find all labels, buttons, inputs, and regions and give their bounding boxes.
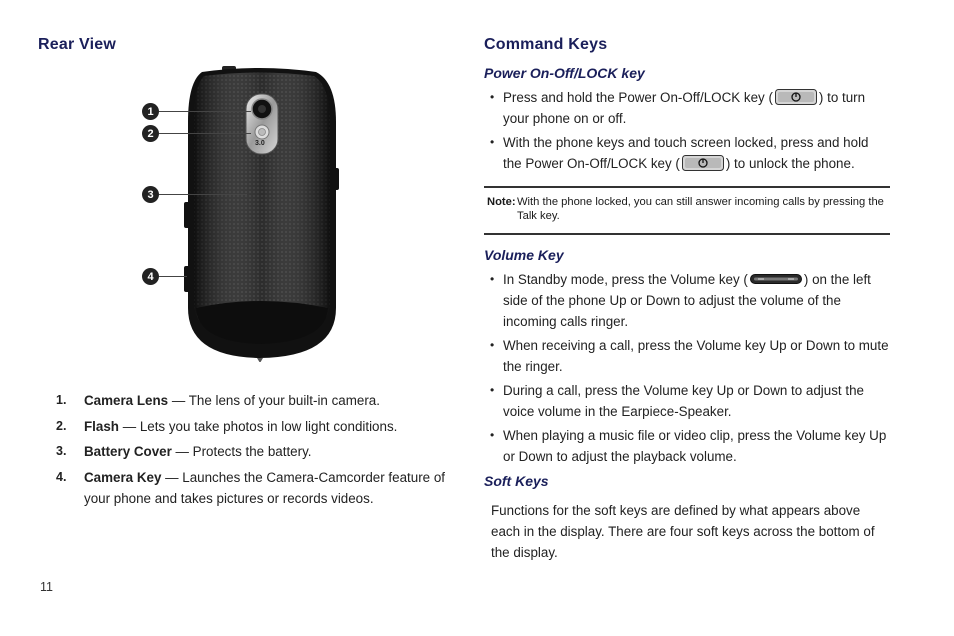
command-keys-heading: Command Keys: [484, 36, 608, 53]
volume-key-subheading: Volume Key: [484, 247, 564, 263]
item-term: Battery Cover: [84, 444, 172, 459]
bullet-text: In Standby mode, press the Volume key (: [503, 272, 748, 287]
power-key-icon: [682, 155, 724, 171]
bullet-icon: •: [490, 338, 495, 352]
item-term: Camera Lens: [84, 393, 169, 408]
bullet-text: When playing a music file or video clip, press the Volume key Up or Down to adjust the playback volume.: [503, 428, 887, 464]
power-key-icon: [775, 89, 817, 105]
callout-line: [159, 111, 251, 112]
callout-badge: 3: [142, 186, 159, 203]
note-label: Note:: [487, 196, 516, 208]
callout-1: [142, 103, 251, 120]
item-number: 1.: [56, 393, 67, 407]
bullet-text: Press and hold the Power On-Off/LOCK key (: [503, 90, 773, 105]
bullet-text: ) to turn your phone on or off.: [503, 90, 866, 126]
bullet-icon: •: [490, 90, 495, 104]
note-text: With the phone locked, you can still answer incoming calls by pressing the Talk key.: [517, 196, 884, 222]
list-item: [490, 380, 890, 422]
bullet-icon: •: [490, 428, 495, 442]
item-number: 2.: [56, 418, 67, 433]
list-item: [490, 269, 890, 332]
bullet-icon: •: [490, 135, 495, 149]
bullet-text: During a call, press the Volume key Up or Down to adjust the voice volume in the Earpiece-Speaker.: [503, 383, 864, 419]
volume-key-icon: [750, 273, 802, 285]
callout-line: [159, 194, 247, 195]
item-term: Flash: [84, 418, 119, 434]
bullet-text: With the phone keys and touch screen locked, press and hold the Power On-Off/LOCK key (: [503, 135, 869, 171]
bullet-text: ) on the left side of the phone Up or Down to adjust the volume of the incoming calls ringer.: [503, 272, 871, 329]
item-description: — Lets you take photos in low light conditions.: [118, 418, 398, 434]
callout-line: [159, 276, 187, 277]
callout-4: [142, 268, 187, 285]
bullet-icon: •: [490, 383, 495, 397]
callout-badge: 4: [142, 268, 159, 285]
power-key-bullets: [490, 87, 890, 177]
item-term: Camera Key: [84, 469, 162, 485]
power-key-subheading: Power On-Off/LOCK key: [484, 65, 645, 81]
list-item: [56, 441, 446, 462]
soft-keys-subheading: Soft Keys: [484, 473, 549, 489]
note-box: [484, 186, 890, 235]
list-item: [56, 467, 446, 509]
page-number: 11: [40, 580, 53, 594]
bullet-icon: •: [490, 272, 495, 286]
list-item: [490, 87, 890, 129]
list-item: [56, 390, 446, 411]
camera-megapixel-badge: 3.0: [255, 140, 265, 147]
volume-key-bullets: [490, 269, 890, 470]
item-number: 4.: [56, 469, 67, 484]
item-number: 3.: [56, 444, 67, 458]
bullet-text: ) to unlock the phone.: [725, 156, 855, 171]
soft-keys-paragraph: Functions for the soft keys are defined by what appears above each in the display. There are four soft keys across the bottom of the display.: [491, 503, 875, 560]
callout-badge: 2: [142, 125, 159, 142]
list-item: [490, 132, 890, 174]
callout-3: [142, 186, 247, 203]
item-description: — Launches the Camera-Camcorder feature of your phone and takes pictures or records videos.: [84, 469, 445, 506]
rear-view-heading: Rear View: [38, 36, 116, 53]
callout-badge: 1: [142, 103, 159, 120]
list-item: [490, 335, 890, 377]
rear-view-parts-list: [56, 390, 446, 513]
item-description: — Protects the battery.: [171, 444, 312, 459]
callout-line: [159, 133, 251, 134]
bullet-text: When receiving a call, press the Volume key Up or Down to mute the ringer.: [503, 338, 889, 374]
list-item: [490, 425, 890, 467]
item-description: — The lens of your built-in camera.: [168, 393, 380, 408]
callout-2: [142, 125, 251, 142]
list-item: [56, 416, 446, 437]
